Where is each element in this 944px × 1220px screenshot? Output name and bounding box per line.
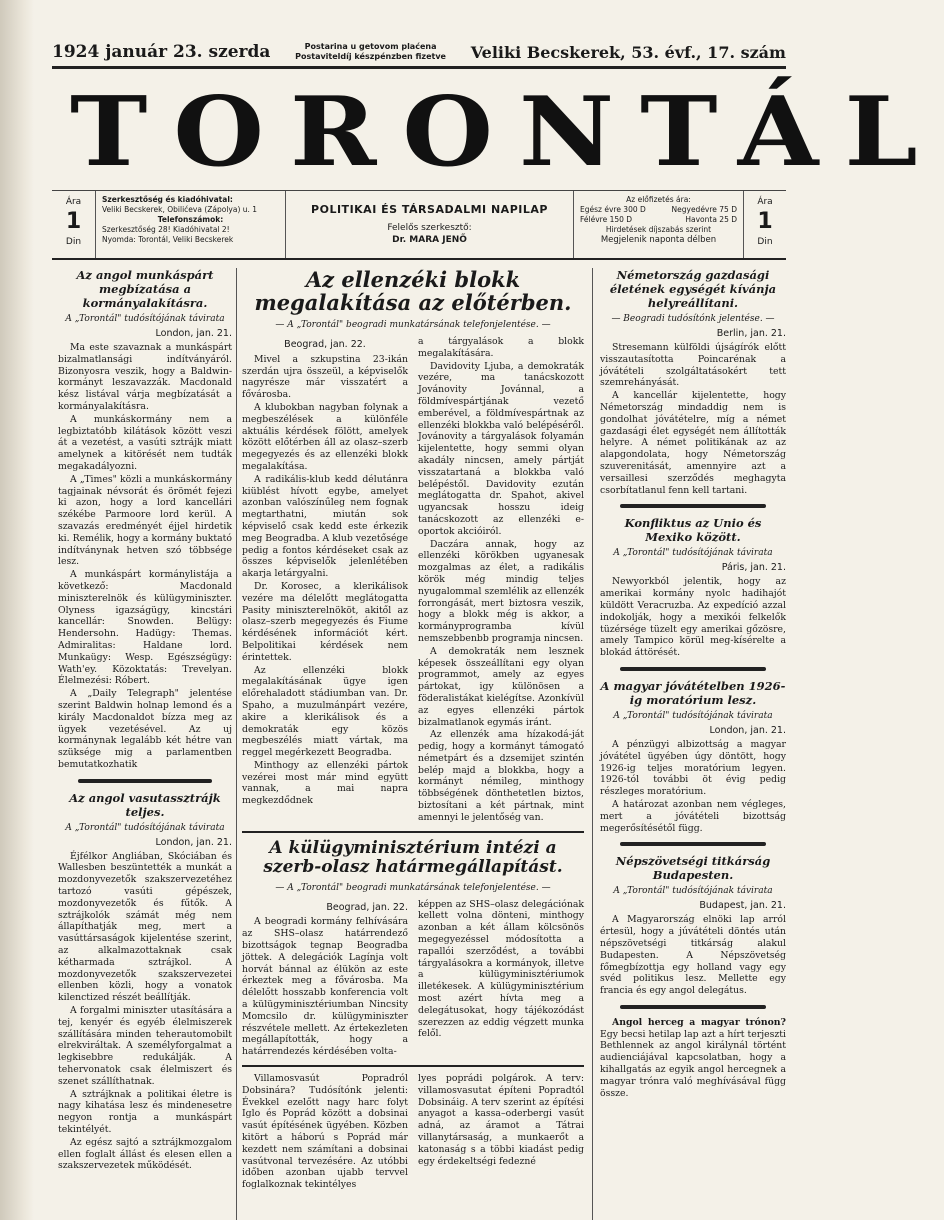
- paragraph: Villamosvasút Popradról Dobsinára? Tudósítónk jelenti: Évekkel ezelőtt nagy harc folyt Iglo és Poprád között a dobsinai vasút építésének ügyében. Közben kitört a háború s Poprád már kezdett nem számítani a dobsinai vasútvonal tervezésére. Az utóbbi időben azonban ujabb tervvel foglalkoznak tekintélyes: [242, 1073, 408, 1191]
- office-title: Szerkesztőség és kiadóhivatal:: [102, 195, 233, 204]
- price-unit: Din: [65, 237, 82, 247]
- article-byline: A „Torontál" tudósítójának távirata: [613, 548, 773, 559]
- article-dateline: Budapest, jan. 21.: [699, 900, 786, 912]
- article-headline: Az angol vasutassztrájk teljes.: [69, 790, 221, 819]
- foreign-dateline: Beograd, jan. 22.: [326, 901, 408, 913]
- article-separator: [620, 842, 766, 846]
- article-body: [600, 1017, 786, 1100]
- paragraph: Dr. Korosec, a klerikálisok vezére ma délelőtt meglátogatta Pasity miniszterelnököt, akitől az olasz–szerb megegyezés és Fiume kérdésének információt kért. Belpolitikai kérdések nem érintettek.: [242, 580, 408, 663]
- bottom-left-column: [242, 1073, 408, 1192]
- section-rule: [242, 1065, 584, 1067]
- foreign-headline: A külügyminisztérium intézi a szerb-olasz határmegállapítást.: [263, 837, 563, 877]
- issue-date: 1924 január 23. szerda: [52, 42, 271, 62]
- subs-title: Az előfizetés ára:: [626, 195, 691, 204]
- article-byline: A „Torontál" tudósítójának távirata: [613, 710, 773, 721]
- column-left: [58, 268, 232, 1173]
- price2-unit: Din: [757, 237, 773, 247]
- phone-title: Telefonszámok:: [157, 215, 224, 224]
- subs-month: Havonta 25 D: [685, 215, 737, 224]
- article-headline: Németország gazdasági életének egységét kívánja helyreállítani.: [609, 268, 777, 310]
- column-center: [242, 268, 584, 1192]
- price2-label: Ára: [757, 197, 773, 207]
- paragraph: Minthogy az ellenzéki pártok vezérei most már mind együtt vannak, a mai napra megkezdődnek: [242, 759, 408, 807]
- paragraph: A „Times" közli a munkáskormány tagjainak névsorát és örömét fejezi ki azon, hogy a lord kancellári székébe Parmoore lord kerül. A szavazás eredményét éjjel hirdetik ki. Remélik, hogy a kormány buktató indítványnak hetven szó többsége lesz.: [58, 473, 232, 568]
- subs-ads: Hirdetések díjszabás szerint: [605, 225, 712, 234]
- top-info-line: [52, 42, 786, 62]
- column-divider-2: [592, 268, 593, 1220]
- article-separator: [78, 779, 212, 783]
- lead-headline: Az ellenzéki blokk megalakítása az előtérben.: [254, 267, 572, 315]
- postage-line-1: Postarina u getovom plaćena: [304, 42, 437, 51]
- paper-subtitle-block: [286, 191, 574, 258]
- paragraph: képpen az SHS–olasz delegációnak kellett volna dönteni, minthogy azonban a két állam kölcsönös megegyezéssel módosította a rapallói szerződést, a további tárgyalásokra a kormányok, illetve a külügyminisztériumok illetékesek. A külügyminisztérium most azért hívta meg a delegátusokat, hogy tájékozódást szerezzen az eddig végzett munka felől.: [418, 898, 584, 1040]
- paragraph: A „Daily Telegraph" jelentése szerint Baldwin holnap lemond és a király Macdonaldot bízza meg az ügyek vezetésével. Az uj kormánynak legalább két hétre van szüksége mig a parlamentben bemutatkozhatik: [58, 688, 232, 770]
- masthead-title: TORONTÁL: [70, 74, 944, 189]
- column-divider-1: [236, 268, 237, 1220]
- paragraph: A beogradi kormány felhívására az SHS–olasz határrendező bizottságok tegnap Beogradba jöttek. A delegációk Lagínja volt horvát bánnal az élükön az este érkeztek meg a fővárosba. Ma délelőtt hosszabb konferencia volt a külügyminisztériumban Nincsity Momcsilo dr. külügyminiszter részvétele mellett. Az értekezleten megállapították, hogy a határrendezés kérdésében volta-: [242, 916, 408, 1058]
- article-separator: [620, 504, 766, 508]
- issue-number: Veliki Becskerek, 53. évf., 17. szám: [470, 43, 786, 62]
- article-body: [600, 576, 786, 659]
- postage-notice: [295, 42, 446, 62]
- article-body: [600, 739, 786, 834]
- foreign-body: [242, 899, 584, 1059]
- article-byline: A „Torontál" tudósítójának távirata: [65, 822, 225, 833]
- article-body: [600, 914, 786, 997]
- subs-half: Félévre 150 D: [580, 215, 633, 224]
- article-body: [600, 342, 786, 496]
- paragraph: A munkáspárt kormánylistája a következő: Macdonald miniszterelnök és külügyminiszter. Olyness igazságügy, kincstári kancellár: Snowden. Belügy: Hendersohn. Hadügy: Themas. Admiralitas: Haldane lord. Munkaügy: Wesp. Egészségügy: Wath'ey. Közoktatás: Trevelyan. Élelmezési: Róbert.: [58, 569, 232, 687]
- article-dateline: Páris, jan. 21.: [721, 562, 786, 574]
- article-columns: [52, 268, 786, 1220]
- foreign-left-column: [242, 899, 408, 1059]
- paragraph: A határozat azonban nem végleges, mert a jóvátételi bizottság megerősítésétől függ.: [600, 798, 786, 834]
- paragraph: Ma este szavaznak a munkáspárt bizalmatlansági indítványáról. Bizonyosra veszik, hogy a Baldwin-kormányt leszavazzák. Macdonald kész listával várja megbízatását a kormányalakításra.: [58, 342, 232, 412]
- paragraph: Daczára annak, hogy az ellenzéki körökben ugyanesak mozgalmas az élet, a radikális körök még mindig teljes nyugalommal szemlélik az ellenzék forrongását, mert biztosra veszik, hogy a blokk még is akkor, a kormányprogramba kívül nemszebbenbb programja nincsen.: [418, 538, 584, 644]
- article-dateline: London, jan. 21.: [155, 328, 232, 339]
- subs-quarter: Negyedévre 75 D: [671, 205, 737, 214]
- article-headline: Népszövetségi titkárság Budapesten.: [615, 854, 771, 883]
- price-box-right: [744, 191, 786, 258]
- header-info-bar: [52, 190, 786, 260]
- postage-line-2: Postaviteldíj készpénzben fizetve: [295, 52, 446, 61]
- paragraph: A sztrájknak a politikai életre is nagy kihatása lesz és mindenesetre negyon rontja a munkáspárt tekintélyét.: [58, 1088, 232, 1136]
- paragraph: lyes poprádi polgárok. A terv: villamosvasutat építeni Popradtól Dobsináig. A terv szerint az építési anyagot a kassa–oderbergi vasút adná, az áramot a Tátrai villanytársaság, a munkaerőt a katonaság s a többi kiadást pedig egy érdekeltségi fedezné: [418, 1073, 584, 1167]
- article-byline: — Beogradi tudósítónk jelentése. —: [611, 314, 775, 324]
- paragraph: Az egész sajtó a sztrájkmozgalom ellen foglalt állást és elesen ellen a szakszervezetek működését.: [58, 1136, 232, 1172]
- paragraph: a tárgyalások a blokk megalakítására.: [418, 336, 584, 359]
- lead-right-column: [418, 336, 584, 825]
- paragraph: A demokraták nem lesznek képesek összeállítani egy olyan programmot, amely az egyes pártokat, igy különösen a föderalistákat kielégítse. Azonkívül az egyes ellenzéki pártok bizalmatlanok egymás iránt.: [418, 645, 584, 728]
- paragraph: Az ellenzéki blokk megalakításának ügye igen előrehaladott stádiumban van. Dr. Spaho, a muzulmánpárt vezére, akire a klerikálisok és a demokraták egy közös megbeszélés miatt vártak, ma reggel megérkezett Beogradba.: [242, 664, 408, 759]
- top-rule: [52, 66, 786, 69]
- phone-line: Szerkesztőség 28! Kiadóhivatal 2!: [102, 225, 230, 234]
- article-byline: A „Torontál" tudósítójának távirata: [613, 886, 773, 897]
- paragraph: A forgalmi miniszter utasítására a tej, kenyér és egyéb élelmiszerek szállítására minden teherautomobilt elrekviráltak. A személyforgalmat a legkisebbre redukálják. A tehervonatok csak élelmiszert és szenet szállíthatnak.: [58, 1005, 232, 1087]
- article-dateline: London, jan. 21.: [155, 836, 232, 848]
- printer-line: Nyomda: Torontál, Veliki Becskerek: [102, 235, 234, 244]
- paragraph: A kancellár kijelentette, hogy Németország mindaddig nem is gondolhat jóvátételre, míg a német gazdasági élet egységét nem állították helyre. A német politikának az az alapgondolata, hogy Németország szuverenitását, amennyire azt a versaillesi szerződés meghagyta csorbítatlanul fenn kell tartani.: [600, 390, 786, 496]
- brief-text: Egy becsi hetilap lap azt a hírt terjeszti Bethlennek az angol királynál történt audienciájával kapcsolatban, hogy a kihallgatás az egyik angol hercegnek a magyar trónra való meghívásával függ össze.: [600, 1028, 786, 1099]
- paragraph: Davidovity Ljuba, a demokraták vezére, ma tanácskozott Jovánovity Jovánnal, a földmívespártjának vezető emberével, a földmívespártnak az ellenzéki blokkba való belépéséről. Jovánovity a tárgyalások folyamán kijelentette, hogy semmi olyan akadály nincsen, amely pártját visszatartaná a blokkba való belépéstől. Davidovity ezután meglátogatta dr. Spahot, akivel ugyancsak hosszu ideig tanácskozott az ellenzéki e-oportok akcióiról.: [418, 360, 584, 537]
- publisher-info: [96, 191, 286, 258]
- paragraph: Newyorkból jelentik, hogy az amerikai kormány nyolc hadihajót küldött Veracruzba. Az expedíció azzal indokolják, hogy a mexikói felkelők tüzérsége tüzelt egy amerikai gőzösre, amely Tampico körül meg-kísérelte a blokád áttörését.: [600, 576, 786, 659]
- bottom-right-column: [418, 1073, 584, 1192]
- paragraph: A Magyarország elnöki lap arról értesül, hogy a júvátételi döntés után népszövetségi titkárság alakul Budapesten. A Népszövetség főmegbízottja egy holland vagy egy svéd politikus lesz. Mellette egy francia és egy angol delegátus.: [600, 914, 786, 997]
- article-dateline: Berlin, jan. 21.: [716, 328, 786, 339]
- paper-subtitle: POLITIKAI ÉS TÁRSADALMI NAPILAP: [311, 203, 548, 216]
- paragraph: A klubokban nagyban folynak a megbeszélések a különféle aktuális kérdések fölött, amelyek között előtérben áll az olasz–szerb megegyezés és az ellenzéki blokk megalakítása.: [242, 401, 408, 472]
- foreign-byline: — A „Torontál" beogradi munkatársának telefonjelentése. —: [275, 882, 551, 893]
- article-dateline: London, jan. 21.: [709, 724, 786, 736]
- price-value: 1: [65, 209, 82, 234]
- paragraph: A munkáskormány nem a legbiztatóbb kilátások között veszi át a vezetést, a vasúti sztrájk miatt amelynek a kitörését nem tudták megakadályozni.: [58, 413, 232, 472]
- article-separator: [620, 1005, 766, 1009]
- subs-year: Egész évre 300 D: [580, 205, 646, 214]
- article-byline: A „Torontál" tudósítójának távirata: [65, 314, 225, 324]
- subscription-info: [574, 191, 744, 258]
- foreign-right-column: [418, 899, 584, 1059]
- price-box-left: [52, 191, 96, 258]
- article-headline: A magyar jóvátételben 1926-ig moratórium lesz.: [600, 678, 786, 707]
- bottom-article: [242, 1073, 584, 1192]
- article-body: [58, 342, 232, 771]
- office-address: Veliki Becskerek, Obilićeva (Zápolya) u. 1: [102, 205, 258, 214]
- lead-left-column: [242, 336, 408, 825]
- price-label: Ára: [65, 197, 82, 207]
- section-rule: [242, 831, 584, 833]
- brief-lead: Angol herceg a magyar trónon?: [612, 1016, 786, 1028]
- column-right: [600, 268, 786, 1100]
- editor-label: Felelős szerkesztő:: [387, 223, 472, 233]
- subs-daily: Megjelenik naponta délben: [600, 235, 717, 245]
- lead-byline: — A „Torontál" beogradi munkatársának telefonjelentése. —: [275, 320, 551, 330]
- article-headline: Az angol munkáspárt megbízatása a kormányalakításra.: [76, 268, 214, 310]
- editor-name: Dr. MARA JENŐ: [392, 235, 467, 245]
- article-separator: [620, 667, 766, 671]
- price2-value: 1: [757, 209, 773, 234]
- article-headline: Konfliktus az Unio és Mexiko között.: [624, 516, 762, 545]
- paragraph: Éjfélkor Angliában, Skóciában és Wallesben beszüntették a munkát a mozdonyvezetők szakszervezetéhez tartozó vasúti gépészek, mozdonyvezetők és fűtők. A sztrájkolók számát még nem állapíthatják meg, mert a vasúttársaságok kijelentése szerint, az alkalmazottaknak csak kétharmada sztrájkol. A mozdonyvezetők szakszervezetei ellenben közli, hogy a vonatok kilenctized részét beállítják.: [58, 850, 232, 1004]
- lead-dateline: Beograd, jan. 22.: [284, 339, 366, 350]
- paragraph: Stresemann külföldi újságírók előtt visszautasította Poincarénak a jóvátételi szolgáltatásokért tett szemrehányását.: [600, 342, 786, 389]
- article-body: [58, 851, 232, 1173]
- paragraph: A radikális-klub kedd délutánra kiüblést hívott egybe, amelyet azonban valószínűleg nem fognak megtarthatni, miután sok képviselő csak kedd este érkezik meg Beogradba. A klub vezetősége pedig a fontos kérdéseket csak az összes képviselők jelenlétében akarja letárgyalni.: [242, 473, 408, 580]
- lead-body: [242, 336, 584, 825]
- paragraph: A pénzügyi albizottság a magyar jóvátétel ügyében úgy döntött, hogy 1926-ig teljes moratórium legyen. 1926-tól további öt évig pedig részleges moratórium.: [600, 738, 786, 798]
- paragraph: Mivel a szkupstina 23-ikán szerdán ujra összeül, a képviselők nagyrésze már visszatért a fővárosba.: [242, 353, 408, 401]
- paragraph: Az ellenzék ama hízakodá-ját pedig, hogy a kormányt támogató németpárt és a dzsemijet szintén belép majd a blokkba, hogy a kormányt némileg, minthogy többségének dönthetetlen biztos, biztosítani a két pártnak, mint amennyi le jelentőség van.: [418, 729, 584, 823]
